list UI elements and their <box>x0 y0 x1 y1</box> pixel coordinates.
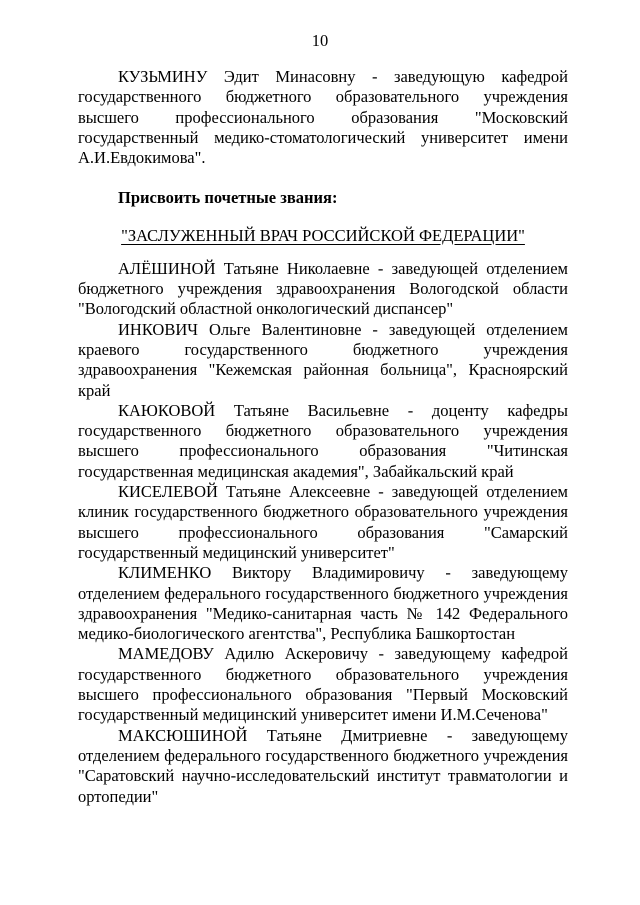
page-number: 10 <box>311 31 329 50</box>
award-entry: КАЮКОВОЙ Татьяне Васильевне - доценту кафедры государственного бюджетного образовательного учреждения высшего профессионального образования "Читинская государственная медицинская академия", Забайкальский край <box>78 400 568 481</box>
award-entry: КЛИМЕНКО Виктору Владимировичу - заведующему отделением федерального государственного бюджетного учреждения здравоохранения "Медико-санитарная часть № 142 Федерального медико-биологического агентства", Республика Башкортостан <box>78 563 568 644</box>
award-entry: АЛЁШИНОЙ Татьяне Николаевне - заведующей отделением бюджетного учреждения здравоохранения Вологодской области "Вологодский областной онкологический диспансер" <box>78 258 568 319</box>
award-list <box>78 259 568 807</box>
honorary-title: "ЗАСЛУЖЕННЫЙ ВРАЧ РОССИЙСКОЙ ФЕДЕРАЦИИ" <box>121 225 525 245</box>
title-wrap <box>78 226 568 246</box>
intro-paragraph: КУЗЬМИНУ Эдит Минасовну - заведующую кафедрой государственного бюджетного образовательного учреждения высшего профессионального образования "Московский государственный медико-стоматологический университет имени А.И.Евдокимова". <box>78 67 568 168</box>
award-entry: КИСЕЛЕВОЙ Татьяне Алексеевне - заведующей отделением клиник государственного бюджетного образовательного учреждения высшего профессионального образования "Самарский государственный медицинский университет" <box>78 482 568 562</box>
award-entry: МАКСЮШИНОЙ Татьяне Дмитриевне - заведующему отделением федерального государственного бюджетного учреждения "Саратовский научно-исследовательский институт травматологии и ортопедии" <box>78 725 568 806</box>
document-body <box>78 50 568 807</box>
award-entry: МАМЕДОВУ Адилю Аскеровичу - заведующему кафедрой государственного бюджетного образовательного учреждения высшего профессионального образования "Первый Московский государственный медицинский университет имени И.М.Сеченова" <box>78 644 568 725</box>
decree-heading: Присвоить почетные звания: <box>118 188 338 208</box>
award-entry: ИНКОВИЧ Ольге Валентиновне - заведующей отделением краевого государственного бюджетного учреждения здравоохранения "Кежемская районная больница", Красноярский край <box>78 319 568 400</box>
